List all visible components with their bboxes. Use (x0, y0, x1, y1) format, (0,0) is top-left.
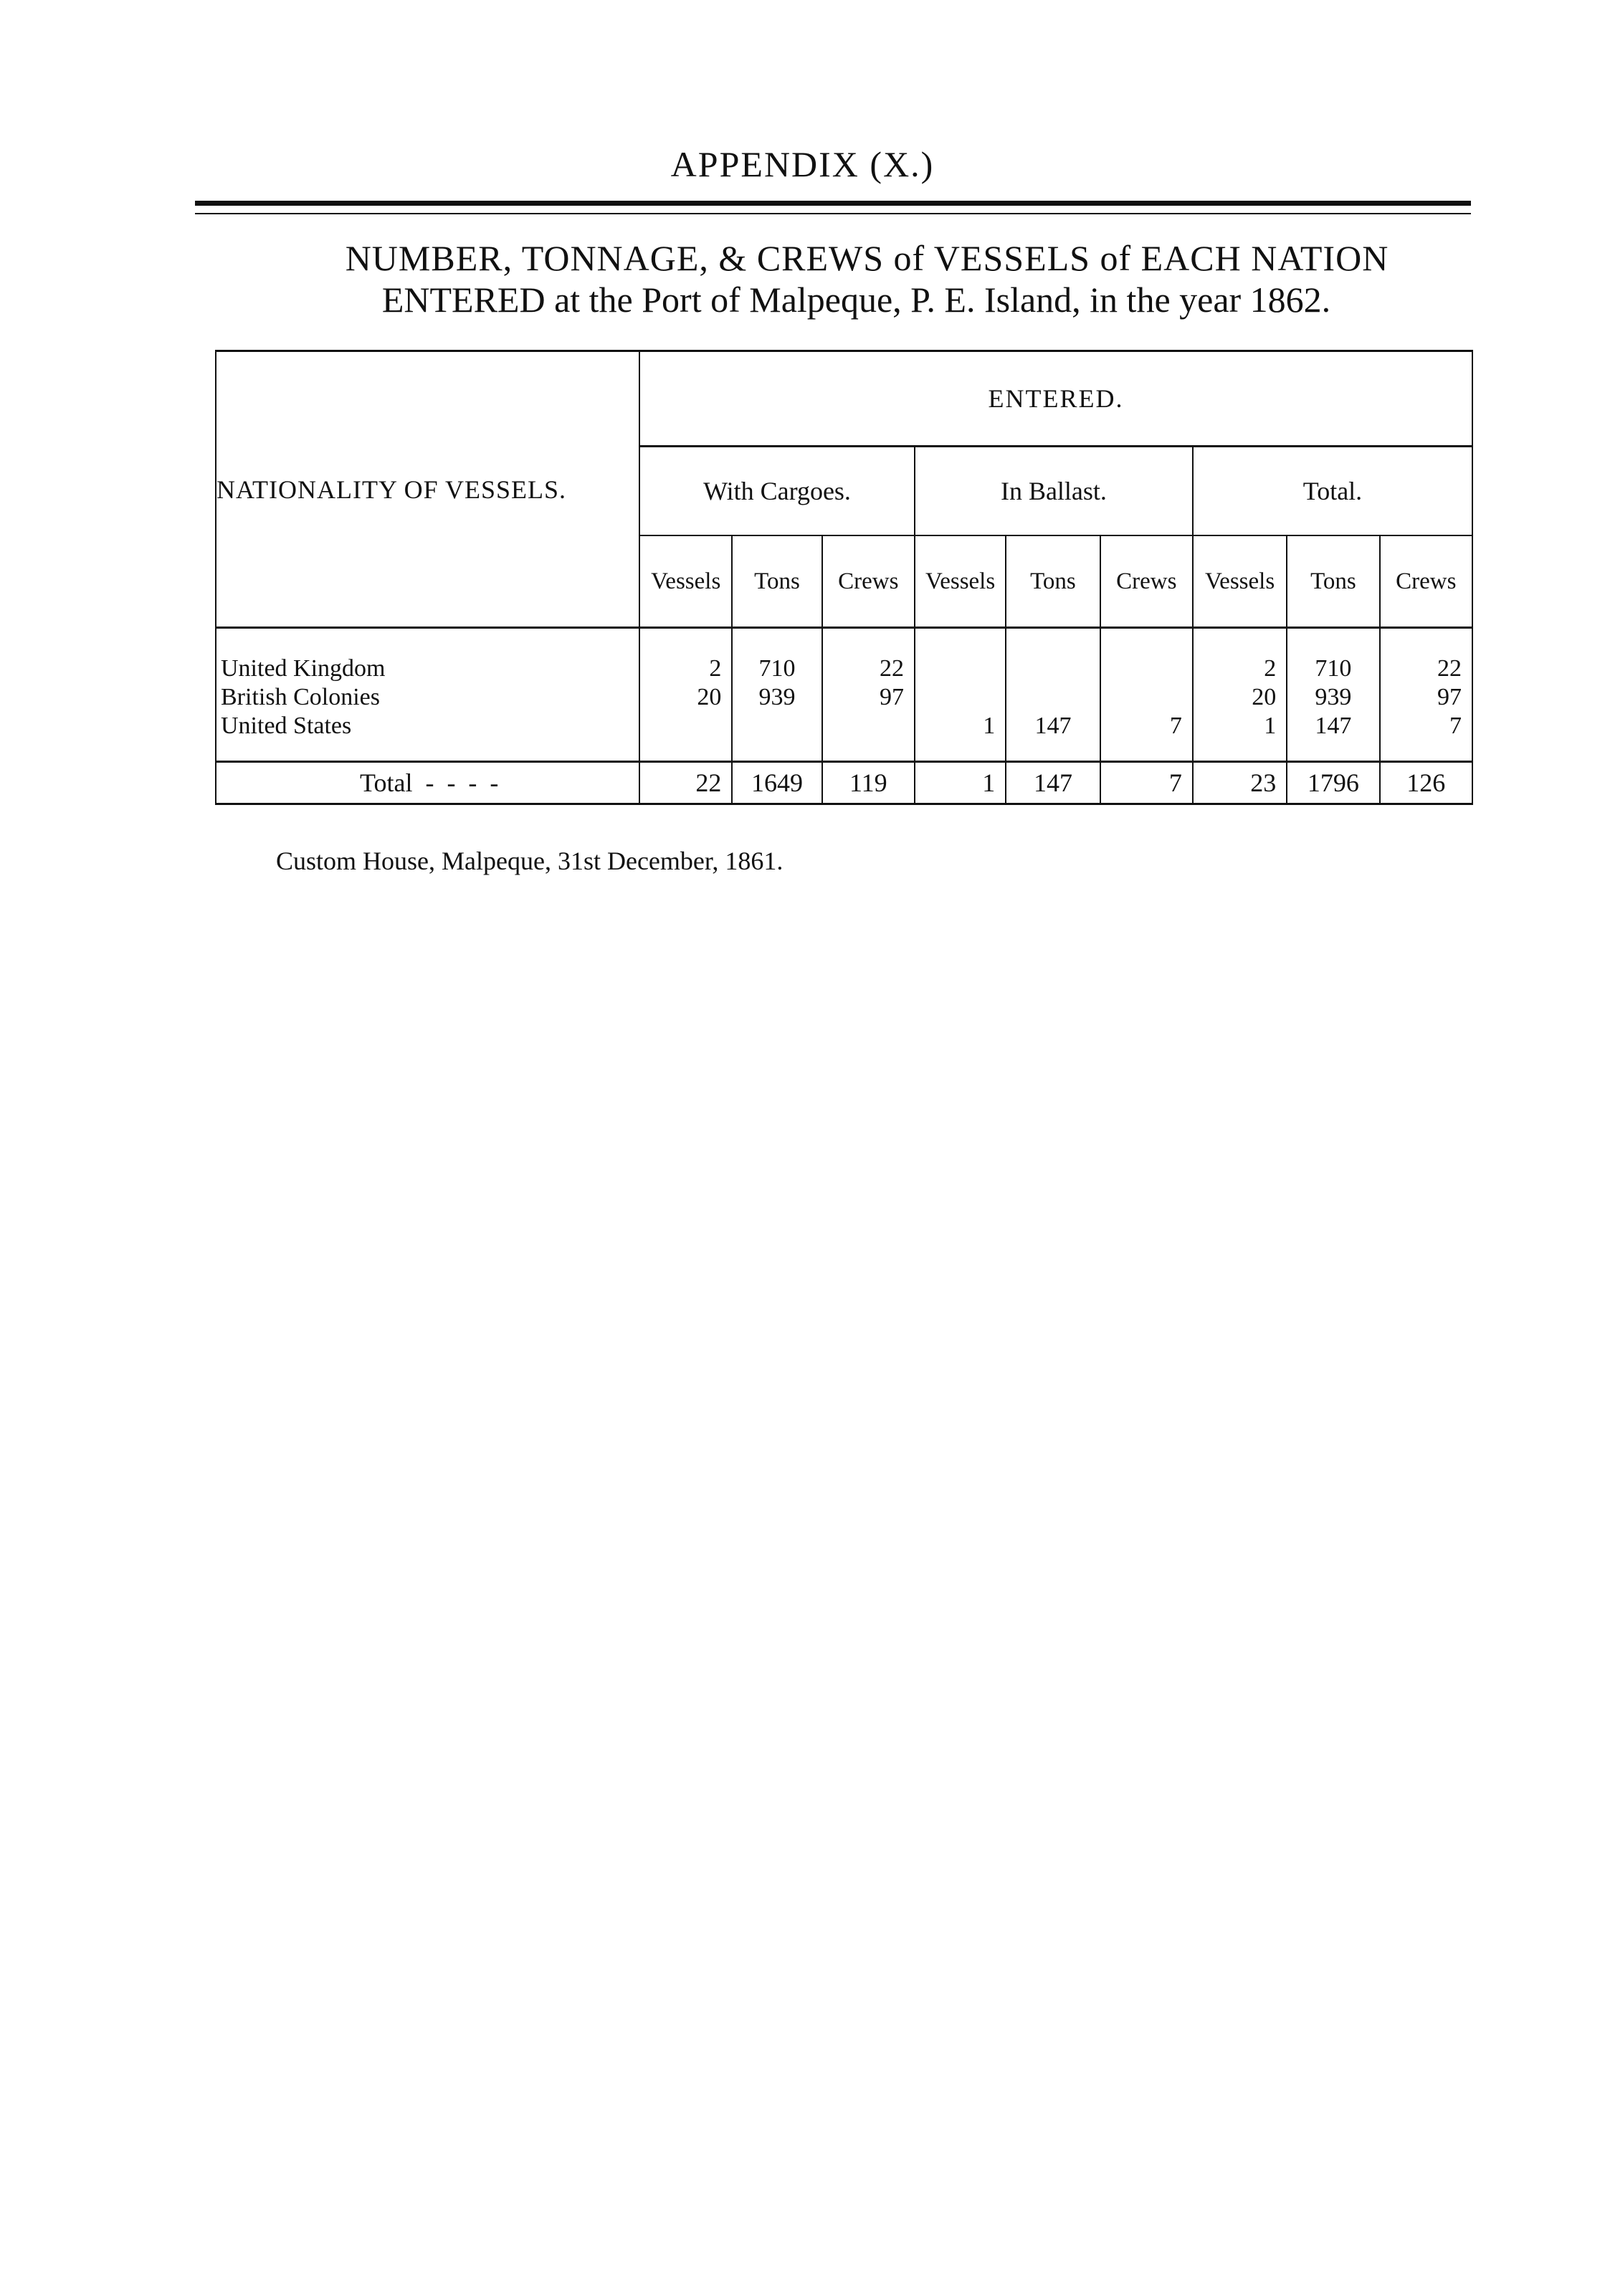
column-header: Crews (1100, 535, 1193, 628)
cell-ballast-crews: 7 (1100, 712, 1193, 740)
table-row (216, 712, 1472, 740)
total-cargo-crews: 119 (822, 762, 915, 804)
total-cargo-vessels: 22 (639, 762, 732, 804)
cell-total-tons: 939 (1287, 683, 1379, 712)
row-nationality: British Colonies (216, 683, 639, 712)
cell-cargo-tons (732, 712, 821, 740)
vessels-table (215, 350, 1473, 805)
table-row (216, 683, 1472, 712)
row-nationality: United Kingdom (216, 654, 639, 683)
column-header: Tons (1006, 535, 1100, 628)
column-header: Vessels (1193, 535, 1287, 628)
column-header: Vessels (639, 535, 732, 628)
table-row (216, 654, 1472, 683)
cell-ballast-tons (1006, 654, 1100, 683)
cell-ballast-tons: 147 (1006, 712, 1100, 740)
footer-note: Custom House, Malpeque, 31st December, 1861. (276, 847, 784, 875)
total-total-tons: 1796 (1287, 762, 1379, 804)
total-label: Total - - - - (216, 762, 639, 804)
group-header-with-cargoes: With Cargoes. (639, 447, 915, 536)
page-heading: APPENDIX (X.) (670, 144, 935, 184)
cell-ballast-crews (1100, 654, 1193, 683)
group-header-total: Total. (1193, 447, 1472, 536)
cell-cargo-vessels: 20 (639, 683, 732, 712)
cell-total-crews: 7 (1380, 712, 1472, 740)
cell-ballast-vessels (915, 654, 1006, 683)
heading-rule-thick (195, 201, 1471, 206)
cell-ballast-tons (1006, 683, 1100, 712)
cell-cargo-vessels (639, 712, 732, 740)
column-header: Crews (822, 535, 915, 628)
cell-cargo-crews (822, 712, 915, 740)
cell-ballast-crews (1100, 683, 1193, 712)
total-total-vessels: 23 (1193, 762, 1287, 804)
total-cargo-tons: 1649 (732, 762, 821, 804)
cell-cargo-crews: 97 (822, 683, 915, 712)
column-header: Tons (732, 535, 821, 628)
total-row (216, 762, 1472, 804)
table-title-line-1: NUMBER, TONNAGE, & CREWS of VESSELS of EACH NATION (345, 238, 1389, 278)
cell-cargo-crews: 22 (822, 654, 915, 683)
cell-total-crews: 22 (1380, 654, 1472, 683)
spacer-row (216, 628, 1472, 655)
total-total-crews: 126 (1380, 762, 1472, 804)
cell-cargo-tons: 710 (732, 654, 821, 683)
heading-rule-thin (195, 213, 1471, 214)
nationality-header: NATIONALITY OF VESSELS. (216, 351, 639, 628)
cell-cargo-vessels: 2 (639, 654, 732, 683)
group-header-in-ballast: In Ballast. (915, 447, 1193, 536)
cell-cargo-tons: 939 (732, 683, 821, 712)
table-title-line-2: ENTERED at the Port of Malpeque, P. E. Island, in the year 1862. (381, 280, 1331, 320)
column-header: Vessels (915, 535, 1006, 628)
column-header: Tons (1287, 535, 1379, 628)
header-row-entered (216, 351, 1472, 447)
cell-total-tons: 147 (1287, 712, 1379, 740)
cell-total-crews: 97 (1380, 683, 1472, 712)
total-ballast-crews: 7 (1100, 762, 1193, 804)
cell-ballast-vessels: 1 (915, 712, 1006, 740)
cell-total-vessels: 2 (1193, 654, 1287, 683)
entered-header: ENTERED. (639, 351, 1472, 447)
column-header: Crews (1380, 535, 1472, 628)
cell-total-vessels: 1 (1193, 712, 1287, 740)
total-ballast-tons: 147 (1006, 762, 1100, 804)
cell-total-tons: 710 (1287, 654, 1379, 683)
row-nationality: United States (216, 712, 639, 740)
total-ballast-vessels: 1 (915, 762, 1006, 804)
cell-ballast-vessels (915, 683, 1006, 712)
cell-total-vessels: 20 (1193, 683, 1287, 712)
spacer-row (216, 740, 1472, 762)
